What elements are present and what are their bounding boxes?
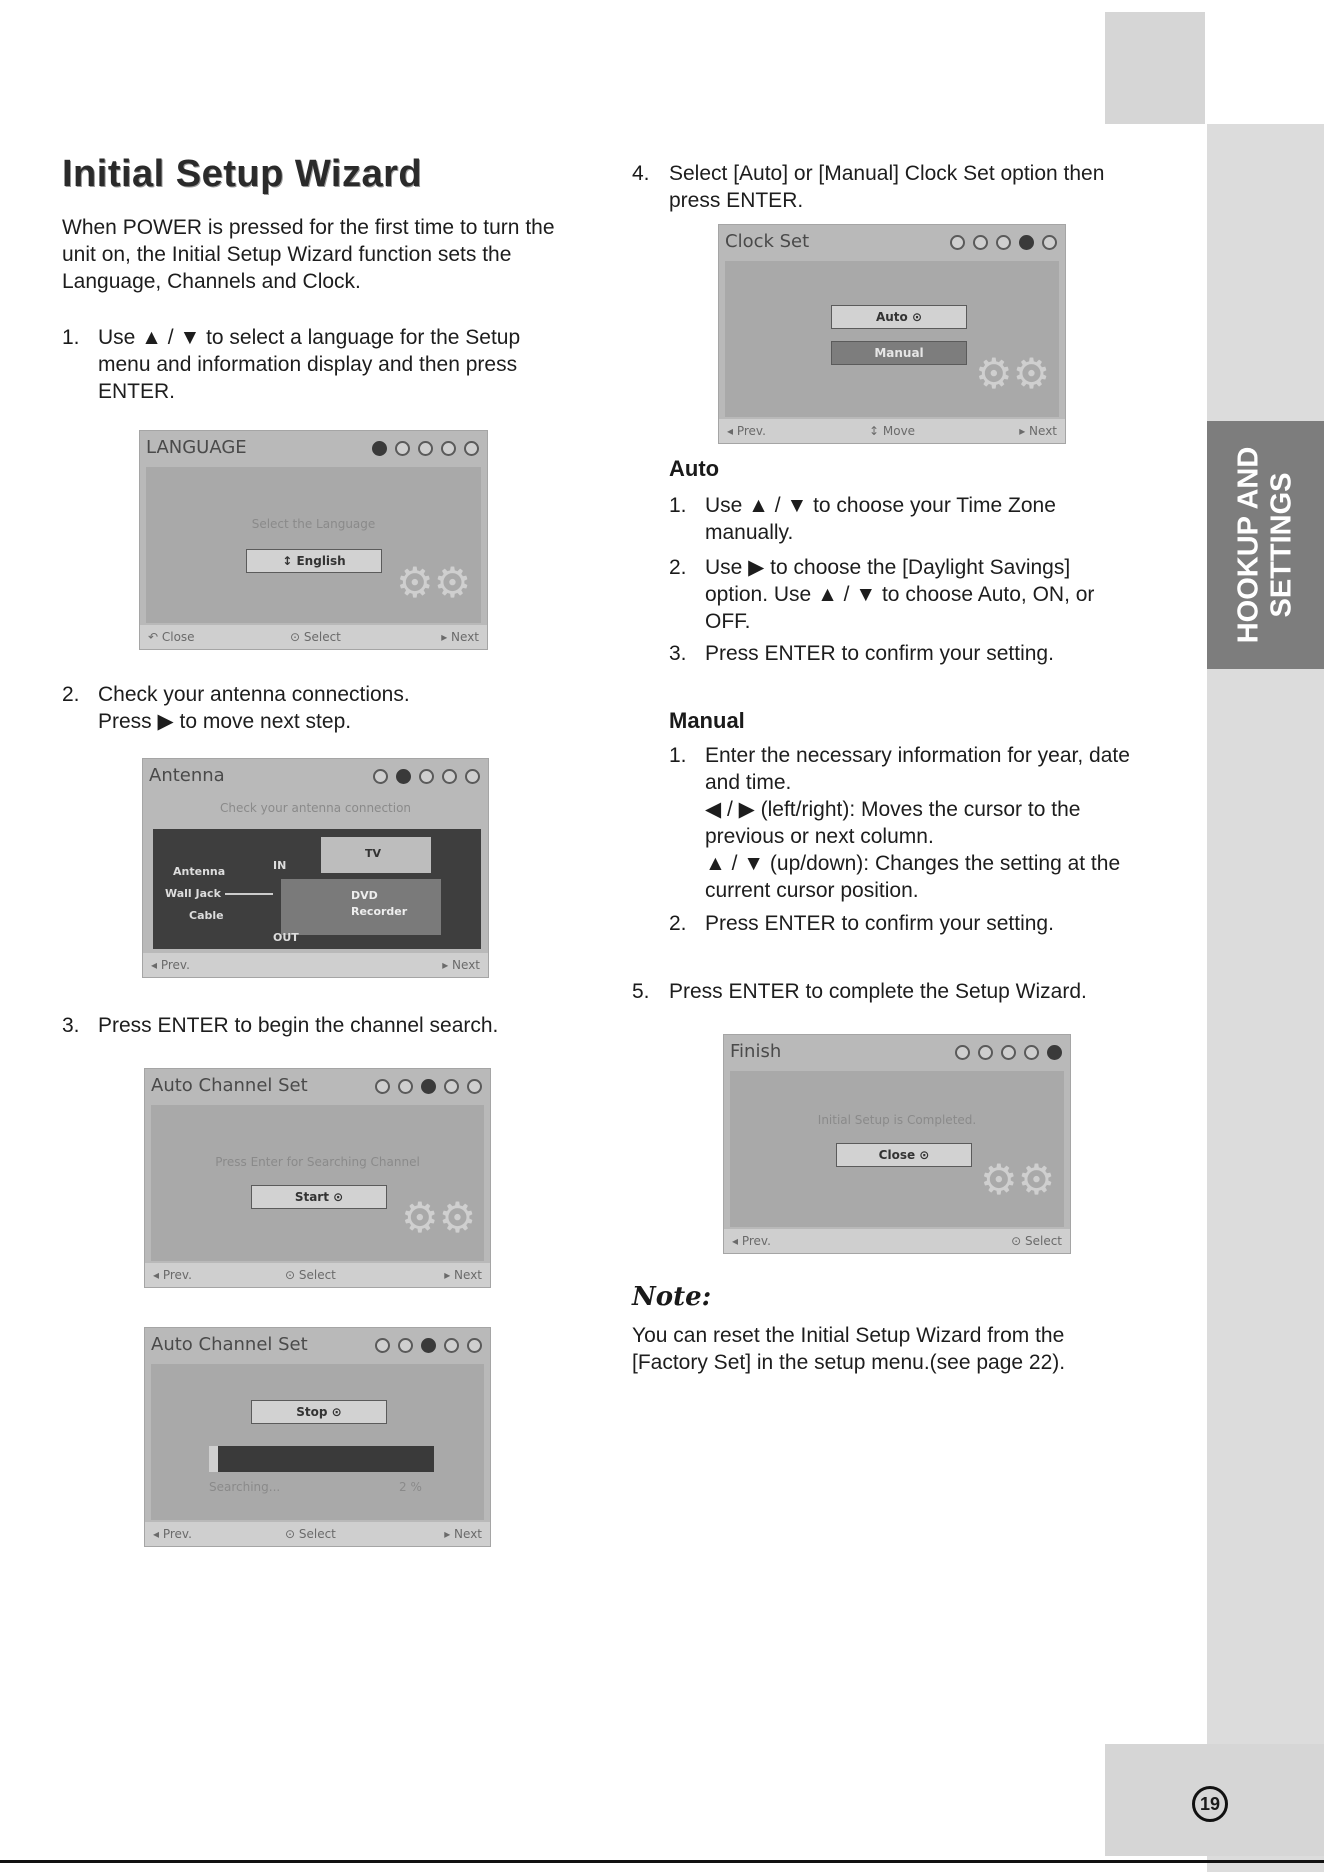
auto-item1-num: 1.: [669, 494, 687, 517]
step-dots: [950, 235, 1057, 250]
manual-item1-num: 1.: [669, 744, 687, 767]
cable-line: [225, 893, 273, 895]
select-hint: ⊙ Select: [290, 630, 341, 644]
source-label: Cable: [189, 909, 224, 922]
step-dots: [373, 769, 480, 784]
osd-footer: [719, 419, 1065, 443]
prev-hint: ◂ Prev.: [153, 1268, 192, 1282]
tab-line1: HOOKUP AND: [1232, 446, 1265, 644]
select-hint: ⊙ Select: [285, 1527, 336, 1541]
prev-hint: ◂ Prev.: [732, 1234, 771, 1248]
next-hint: ▸ Next: [441, 630, 479, 644]
search-status: Searching...: [209, 1480, 281, 1494]
language-select[interactable]: ↕ English: [246, 549, 382, 573]
osd-footer: [140, 625, 487, 649]
page-title: Initial Setup Wizard: [62, 153, 423, 195]
auto-item3-text: Press ENTER to confirm your setting.: [705, 642, 1054, 665]
move-hint: ↕ Move: [869, 424, 916, 438]
manual-item1-text: Enter the necessary information for year, date and time. ◀ / ▶ (left/right): Moves the cursor to the previous or next column. ▲ / ▼ (up/down): Changes the setting at the current cursor position.: [705, 744, 1130, 902]
note-text: You can reset the Initial Setup Wizard from the [Factory Set] in the setup menu.(see page 22).: [632, 1324, 1066, 1374]
manual-heading: Manual: [669, 708, 745, 733]
page-number: 19: [1192, 1786, 1228, 1822]
out-label: OUT: [273, 931, 299, 944]
osd-auto-channel-stop: [144, 1327, 491, 1547]
osd-body: [730, 1071, 1064, 1227]
gear-icon: ⚙⚙: [401, 1193, 477, 1242]
step-dots: [375, 1338, 482, 1353]
osd-clock-set: [718, 224, 1066, 444]
osd-message: Select the Language: [251, 517, 376, 531]
side-bar: [1207, 124, 1324, 1872]
side-top-block: [1105, 12, 1205, 124]
osd-message: Press Enter for Searching Channel: [215, 1155, 420, 1169]
close-hint: ↶ Close: [148, 630, 195, 644]
intro-text: When POWER is pressed for the first time to turn the unit on, the Initial Setup Wizard function sets the Language, Channels and Clock.: [62, 216, 555, 293]
auto-item1-text: Use ▲ / ▼ to choose your Time Zone manually.: [705, 494, 1056, 544]
osd-footer: [145, 1263, 490, 1287]
auto-heading: Auto: [669, 456, 720, 481]
osd-title: Finish: [730, 1041, 782, 1062]
auto-item2-text: Use ▶ to choose the [Daylight Savings] option. Use ▲ / ▼ to choose Auto, ON, or OFF.: [705, 556, 1095, 633]
step-dots: [375, 1079, 482, 1094]
source-label: Antenna: [173, 865, 226, 878]
antenna-diagram: [153, 829, 481, 949]
next-hint: ▸ Next: [1019, 424, 1057, 438]
section-tab-label: [1207, 421, 1324, 669]
note-heading: Note:: [632, 1282, 712, 1312]
osd-auto-channel-start: [144, 1068, 491, 1288]
osd-title: LANGUAGE: [146, 437, 247, 458]
osd-message: Check your antenna connection: [219, 801, 412, 815]
next-hint: ▸ Next: [442, 958, 480, 972]
select-hint: ⊙ Select: [285, 1268, 336, 1282]
osd-antenna: [142, 758, 489, 978]
step2-num: 2.: [62, 683, 80, 706]
manual-item2-num: 2.: [669, 912, 687, 935]
step3-num: 3.: [62, 1014, 80, 1037]
step5-text: Press ENTER to complete the Setup Wizard.: [669, 980, 1087, 1003]
auto-item2-num: 2.: [669, 556, 687, 579]
osd-body: [151, 1105, 484, 1261]
in-label: IN: [273, 859, 287, 872]
gear-icon: ⚙⚙: [975, 349, 1051, 398]
osd-footer: [143, 953, 488, 977]
step1-text: Use ▲ / ▼ to select a language for the Setup menu and information display and then press ENTER.: [98, 326, 521, 403]
osd-title: Clock Set: [725, 231, 810, 252]
source-label: Wall Jack: [165, 887, 221, 900]
auto-clock-button[interactable]: Auto ⊙: [831, 305, 967, 329]
step3-text: Press ENTER to begin the channel search.: [98, 1014, 499, 1037]
step5-num: 5.: [632, 980, 650, 1003]
tab-line2: SETTINGS: [1265, 472, 1298, 618]
tv-box: TV: [321, 837, 431, 873]
osd-body: [151, 1364, 484, 1520]
osd-message: Initial Setup is Completed.: [817, 1113, 977, 1127]
gear-icon: ⚙⚙: [980, 1155, 1056, 1204]
stop-button[interactable]: Stop ⊙: [251, 1400, 387, 1424]
bottom-rule: [0, 1860, 1324, 1863]
auto-item3-num: 3.: [669, 642, 687, 665]
manual-item2-text: Press ENTER to confirm your setting.: [705, 912, 1054, 935]
osd-body: [725, 261, 1059, 417]
start-button[interactable]: Start ⊙: [251, 1185, 387, 1209]
select-hint: ⊙ Select: [1011, 1234, 1062, 1248]
step-dots: [955, 1045, 1062, 1060]
gear-icon: ⚙⚙: [396, 558, 472, 607]
step-dots: [372, 441, 479, 456]
step4-text: Select [Auto] or [Manual] Clock Set option then press ENTER.: [669, 162, 1105, 212]
osd-language: [139, 430, 488, 650]
prev-hint: ◂ Prev.: [727, 424, 766, 438]
next-hint: ▸ Next: [444, 1268, 482, 1282]
osd-title: Antenna: [149, 765, 225, 786]
osd-title: Auto Channel Set: [151, 1075, 308, 1096]
step1-num: 1.: [62, 326, 80, 349]
osd-footer: [724, 1229, 1070, 1253]
step4-num: 4.: [632, 162, 650, 185]
step2-text: Check your antenna connections. Press ▶ to move next step.: [98, 683, 410, 733]
osd-title: Auto Channel Set: [151, 1334, 308, 1355]
prev-hint: ◂ Prev.: [151, 958, 190, 972]
manual-clock-button[interactable]: Manual: [831, 341, 967, 365]
search-percent: 2 %: [399, 1480, 422, 1494]
osd-body: [146, 467, 481, 623]
osd-finish: [723, 1034, 1071, 1254]
dvd-recorder-box: DVD Recorder: [281, 879, 441, 935]
close-button[interactable]: Close ⊙: [836, 1143, 972, 1167]
osd-footer: [145, 1522, 490, 1546]
prev-hint: ◂ Prev.: [153, 1527, 192, 1541]
search-progress-bar: [209, 1446, 434, 1472]
side-gap: [1105, 124, 1207, 1744]
next-hint: ▸ Next: [444, 1527, 482, 1541]
